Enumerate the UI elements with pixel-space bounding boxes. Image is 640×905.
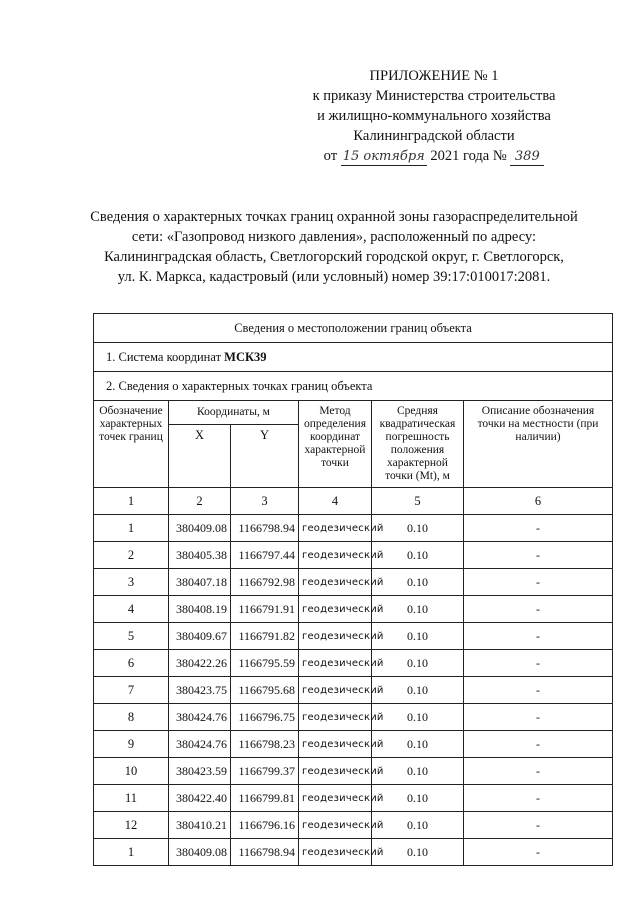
column-number: 4	[299, 488, 372, 515]
method-cell: геодезический	[299, 677, 372, 704]
method-cell: геодезический	[299, 758, 372, 785]
accuracy-cell: 0.10	[372, 704, 464, 731]
y-coordinate-cell: 1166798.94	[231, 515, 299, 542]
x-coordinate-cell: 380423.75	[169, 677, 231, 704]
description-cell: -	[464, 785, 613, 812]
method-cell: геодезический	[299, 623, 372, 650]
point-id-cell: 3	[94, 569, 169, 596]
x-coordinate-cell: 380424.76	[169, 704, 231, 731]
column-numbers-row	[94, 488, 613, 515]
point-id-cell: 8	[94, 704, 169, 731]
description-cell: -	[464, 731, 613, 758]
accuracy-cell: 0.10	[372, 785, 464, 812]
points-section-cell: 2. Сведения о характерных точках границ объекта	[94, 372, 613, 401]
method-cell: геодезический	[299, 785, 372, 812]
y-coordinate-cell: 1166796.75	[231, 704, 299, 731]
appendix-line-3: Калининградской области	[353, 128, 515, 144]
column-number: 2	[169, 488, 231, 515]
y-coordinate-cell: 1166799.81	[231, 785, 299, 812]
description-cell: -	[464, 650, 613, 677]
accuracy-cell: 0.10	[372, 758, 464, 785]
document-title-line-3: Калининградская область, Светлогорский городской округ, г. Светлогорск,	[104, 249, 564, 265]
x-coordinate-cell: 380410.21	[169, 812, 231, 839]
y-coordinate-cell: 1166799.37	[231, 758, 299, 785]
method-cell: геодезический	[299, 650, 372, 677]
point-id-cell: 11	[94, 785, 169, 812]
y-coordinate-cell: 1166798.94	[231, 839, 299, 866]
method-cell: геодезический	[299, 515, 372, 542]
table-row	[94, 650, 613, 677]
document-title-line-1: Сведения о характерных точках границ охранной зоны газораспределительной	[90, 209, 578, 225]
table-row	[94, 731, 613, 758]
document-title-line-4: ул. К. Маркса, кадастровый (или условный) номер 39:17:010017:2081.	[117, 269, 551, 285]
method-cell: геодезический	[299, 812, 372, 839]
y-coordinate-cell: 1166795.68	[231, 677, 299, 704]
table-row	[94, 785, 613, 812]
point-id-cell: 9	[94, 731, 169, 758]
x-coordinate-cell: 380405.38	[169, 542, 231, 569]
table-row	[94, 812, 613, 839]
description-cell: -	[464, 704, 613, 731]
table-row	[94, 704, 613, 731]
y-coordinate-cell: 1166792.98	[231, 569, 299, 596]
point-id-cell: 4	[94, 596, 169, 623]
description-cell: -	[464, 677, 613, 704]
x-coordinate-cell: 380409.08	[169, 515, 231, 542]
coord-system-cell	[94, 343, 613, 372]
point-id-cell: 6	[94, 650, 169, 677]
table-row	[94, 596, 613, 623]
x-coordinate-cell: 380409.08	[169, 839, 231, 866]
table-row	[94, 758, 613, 785]
y-coordinate-cell: 1166797.44	[231, 542, 299, 569]
column-number: 3	[231, 488, 299, 515]
accuracy-cell: 0.10	[372, 569, 464, 596]
table-row	[94, 839, 613, 866]
description-cell: -	[464, 812, 613, 839]
point-id-cell: 5	[94, 623, 169, 650]
y-coordinate-cell: 1166791.82	[231, 623, 299, 650]
description-cell: -	[464, 758, 613, 785]
point-id-cell: 1	[94, 515, 169, 542]
header-coordinates: Координаты, м	[169, 401, 299, 425]
accuracy-cell: 0.10	[372, 812, 464, 839]
description-cell: -	[464, 569, 613, 596]
description-cell: -	[464, 542, 613, 569]
appendix-header	[300, 66, 568, 166]
document-title-line-2: сети: «Газопровод низкого давления», расположенный по адресу:	[131, 229, 537, 245]
description-cell: -	[464, 515, 613, 542]
table-row	[94, 623, 613, 650]
appendix-title: ПРИЛОЖЕНИЕ № 1	[369, 68, 499, 84]
document-title	[64, 207, 604, 287]
method-cell: геодезический	[299, 596, 372, 623]
appendix-date-line	[300, 146, 568, 166]
handwritten-date: 15 октября	[342, 149, 425, 164]
method-cell: геодезический	[299, 569, 372, 596]
boundary-points-table	[93, 313, 613, 866]
date-suffix: 2021 года №	[430, 148, 507, 164]
point-id-cell: 12	[94, 812, 169, 839]
table-row	[94, 677, 613, 704]
table-row	[94, 542, 613, 569]
x-coordinate-cell: 380424.76	[169, 731, 231, 758]
header-method: Метод определения координат характерной точки	[299, 401, 372, 488]
method-cell: геодезический	[299, 542, 372, 569]
y-coordinate-cell: 1166798.23	[231, 731, 299, 758]
y-coordinate-cell: 1166791.91	[231, 596, 299, 623]
column-number: 5	[372, 488, 464, 515]
y-coordinate-cell: 1166795.59	[231, 650, 299, 677]
column-number: 6	[464, 488, 613, 515]
y-coordinate-cell: 1166796.16	[231, 812, 299, 839]
description-cell: -	[464, 839, 613, 866]
coord-system-value: МСК39	[224, 349, 267, 364]
method-cell: геодезический	[299, 839, 372, 866]
accuracy-cell: 0.10	[372, 677, 464, 704]
x-coordinate-cell: 380422.26	[169, 650, 231, 677]
column-number: 1	[94, 488, 169, 515]
coord-system-label: 1. Система координат	[106, 349, 222, 364]
point-id-cell: 7	[94, 677, 169, 704]
appendix-line-2: и жилищно-коммунального хозяйства	[317, 108, 551, 124]
accuracy-cell: 0.10	[372, 839, 464, 866]
description-cell: -	[464, 623, 613, 650]
accuracy-cell: 0.10	[372, 596, 464, 623]
description-cell: -	[464, 596, 613, 623]
x-coordinate-cell: 380422.40	[169, 785, 231, 812]
header-accuracy: Средняя квадратическая погрешность положения характерной точки (Mt), м	[372, 401, 464, 488]
header-description: Описание обозначения точки на местности (при наличии)	[464, 401, 613, 488]
table-row	[94, 515, 613, 542]
handwritten-number: 389	[510, 149, 544, 166]
date-prefix: от	[323, 148, 338, 164]
header-designation: Обозначение характерных точек границ	[94, 401, 169, 488]
x-coordinate-cell: 380407.18	[169, 569, 231, 596]
accuracy-cell: 0.10	[372, 731, 464, 758]
point-id-cell: 10	[94, 758, 169, 785]
accuracy-cell: 0.10	[372, 515, 464, 542]
accuracy-cell: 0.10	[372, 542, 464, 569]
header-y: Y	[231, 424, 299, 487]
x-coordinate-cell: 380408.19	[169, 596, 231, 623]
table-row	[94, 569, 613, 596]
method-cell: геодезический	[299, 731, 372, 758]
point-id-cell: 2	[94, 542, 169, 569]
x-coordinate-cell: 380423.59	[169, 758, 231, 785]
header-x: X	[169, 424, 231, 487]
accuracy-cell: 0.10	[372, 623, 464, 650]
section-title-cell: Сведения о местоположении границ объекта	[94, 314, 613, 343]
accuracy-cell: 0.10	[372, 650, 464, 677]
point-id-cell: 1	[94, 839, 169, 866]
x-coordinate-cell: 380409.67	[169, 623, 231, 650]
method-cell: геодезический	[299, 704, 372, 731]
appendix-line-1: к приказу Министерства строительства	[312, 88, 556, 104]
